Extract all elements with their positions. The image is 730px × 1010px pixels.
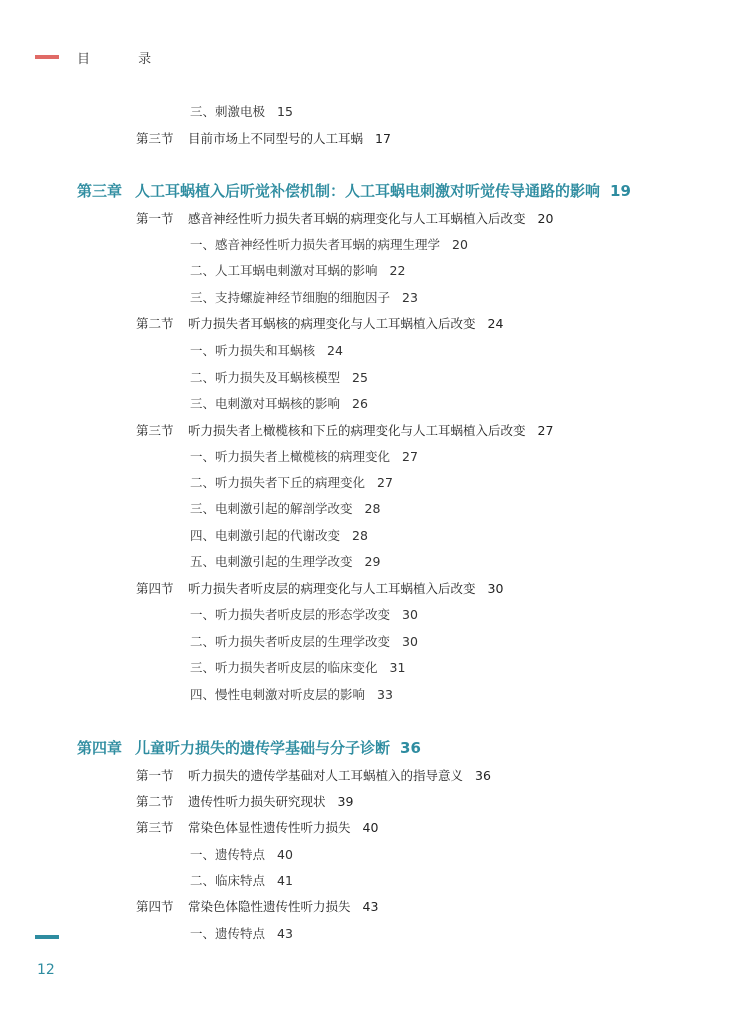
toc-page-number: 29 xyxy=(364,554,381,569)
toc-item-title: 五、电刺激引起的生理学改变 xyxy=(190,554,353,569)
toc-page-number: 20 xyxy=(537,211,554,226)
toc-item-title: 一、听力损失者听皮层的形态学改变 xyxy=(190,607,391,622)
toc-section-title: 遗传性听力损失研究现状 xyxy=(188,794,326,809)
toc-page-number: 20 xyxy=(452,237,468,252)
toc-item-entry[interactable] xyxy=(190,925,293,943)
toc-chapter-label: 第四章 xyxy=(77,739,123,757)
toc-chapter-title: 儿童听力损失的遗传学基础与分子诊断 xyxy=(135,739,391,757)
toc-section-label: 第一节 xyxy=(136,768,174,783)
toc-section-entry[interactable] xyxy=(136,130,391,148)
toc-item-title: 三、电刺激引起的解剖学改变 xyxy=(190,501,353,516)
toc-page-number: 33 xyxy=(377,687,393,702)
toc-page-number: 40 xyxy=(277,847,293,862)
toc-item-entry[interactable] xyxy=(190,527,368,545)
toc-section-label: 第二节 xyxy=(136,316,174,331)
toc-item-title: 三、电刺激对耳蜗核的影响 xyxy=(190,396,341,411)
toc-chapter-title: 人工耳蜗植入后听觉补偿机制：人工耳蜗电刺激对听觉传导通路的影响 xyxy=(135,182,601,200)
toc-item-entry[interactable] xyxy=(190,103,293,121)
toc-page-number: 40 xyxy=(362,820,379,835)
toc-page-number: 39 xyxy=(337,794,354,809)
toc-page-number: 28 xyxy=(364,501,381,516)
toc-page-number: 23 xyxy=(402,290,418,305)
toc-page-number: 27 xyxy=(537,423,554,438)
toc-section-entry[interactable] xyxy=(136,210,553,228)
toc-section-title: 听力损失者上橄榄核和下丘的病理变化与人工耳蜗植入后改变 xyxy=(188,423,526,438)
toc-page-number: 30 xyxy=(402,634,418,649)
toc-item-entry[interactable] xyxy=(190,369,368,387)
toc-chapter-label: 第三章 xyxy=(77,182,123,200)
toc-page-number: 24 xyxy=(327,343,343,358)
toc-page-number: 25 xyxy=(352,370,368,385)
toc-item-entry[interactable] xyxy=(190,553,380,571)
page-number: 12 xyxy=(37,962,55,978)
toc-item-title: 一、听力损失者上橄榄核的病理变化 xyxy=(190,449,391,464)
toc-item-title: 四、电刺激引起的代谢改变 xyxy=(190,528,341,543)
toc-item-entry[interactable] xyxy=(190,236,468,254)
toc-item-entry[interactable] xyxy=(190,606,418,624)
toc-item-title: 一、听力损失和耳蜗核 xyxy=(190,343,316,358)
toc-page-number: 36 xyxy=(400,739,421,757)
toc-page-number: 17 xyxy=(375,131,391,146)
toc-chapter-entry[interactable] xyxy=(77,182,631,200)
toc-item-entry[interactable] xyxy=(190,500,380,518)
toc-item-entry[interactable] xyxy=(190,659,405,677)
toc-section-title: 听力损失的遗传学基础对人工耳蜗植入的指导意义 xyxy=(188,768,464,783)
toc-page-number: 43 xyxy=(277,926,293,941)
toc-item-entry[interactable] xyxy=(190,474,393,492)
toc-page-number: 43 xyxy=(362,899,379,914)
toc-section-title: 感音神经性听力损失者耳蜗的病理变化与人工耳蜗植入后改变 xyxy=(188,211,526,226)
toc-section-title: 常染色体显性遗传性听力损失 xyxy=(188,820,351,835)
toc-item-entry[interactable] xyxy=(190,262,405,280)
toc-item-entry[interactable] xyxy=(190,289,418,307)
toc-section-entry[interactable] xyxy=(136,580,503,598)
toc-section-title: 目前市场上不同型号的人工耳蜗 xyxy=(188,131,364,146)
footer-accent-bar xyxy=(35,935,59,939)
toc-item-title: 三、支持螺旋神经节细胞的细胞因子 xyxy=(190,290,391,305)
toc-chapter-entry[interactable] xyxy=(77,739,421,757)
toc-item-entry[interactable] xyxy=(190,448,418,466)
toc-section-entry[interactable] xyxy=(136,315,503,333)
toc-section-label: 第三节 xyxy=(136,820,174,835)
toc-item-title: 四、慢性电刺激对听皮层的影响 xyxy=(190,687,366,702)
toc-page-number: 30 xyxy=(487,581,504,596)
toc-page-number: 15 xyxy=(277,104,293,119)
toc-item-title: 二、临床特点 xyxy=(190,873,266,888)
toc-page-number: 24 xyxy=(487,316,504,331)
toc-page-number: 28 xyxy=(352,528,368,543)
toc-section-label: 第四节 xyxy=(136,581,174,596)
toc-item-title: 一、感音神经性听力损失者耳蜗的病理生理学 xyxy=(190,237,441,252)
toc-section-title: 常染色体隐性遗传性听力损失 xyxy=(188,899,351,914)
toc-section-label: 第三节 xyxy=(136,423,174,438)
toc-section-entry[interactable] xyxy=(136,767,491,785)
toc-item-title: 三、听力损失者听皮层的临床变化 xyxy=(190,660,378,675)
toc-item-entry[interactable] xyxy=(190,686,393,704)
toc-page-number: 19 xyxy=(610,182,631,200)
toc-page-number: 26 xyxy=(352,396,368,411)
toc-item-title: 二、听力损失者下丘的病理变化 xyxy=(190,475,366,490)
toc-item-entry[interactable] xyxy=(190,342,343,360)
toc-page-number: 27 xyxy=(377,475,393,490)
toc-section-label: 第一节 xyxy=(136,211,174,226)
toc-section-label: 第三节 xyxy=(136,131,174,146)
toc-item-title: 二、听力损失及耳蜗核模型 xyxy=(190,370,341,385)
toc-page-number: 41 xyxy=(277,873,293,888)
toc-page-number: 22 xyxy=(389,263,406,278)
toc-page-number: 30 xyxy=(402,607,418,622)
toc-section-entry[interactable] xyxy=(136,819,378,837)
toc-item-title: 二、人工耳蜗电刺激对耳蜗的影响 xyxy=(190,263,378,278)
toc-item-title: 三、刺激电极 xyxy=(190,104,266,119)
toc-section-entry[interactable] xyxy=(136,422,553,440)
toc-section-entry[interactable] xyxy=(136,898,378,916)
toc-item-entry[interactable] xyxy=(190,872,293,890)
toc-item-entry[interactable] xyxy=(190,846,293,864)
toc-item-title: 一、遗传特点 xyxy=(190,926,266,941)
toc-item-title: 二、听力损失者听皮层的生理学改变 xyxy=(190,634,391,649)
toc-section-label: 第二节 xyxy=(136,794,174,809)
toc-section-entry[interactable] xyxy=(136,793,353,811)
toc-item-entry[interactable] xyxy=(190,395,368,413)
toc-section-title: 听力损失者耳蜗核的病理变化与人工耳蜗植入后改变 xyxy=(188,316,476,331)
toc-section-title: 听力损失者听皮层的病理变化与人工耳蜗植入后改变 xyxy=(188,581,476,596)
toc-item-title: 一、遗传特点 xyxy=(190,847,266,862)
toc-section-label: 第四节 xyxy=(136,899,174,914)
toc-page-number: 31 xyxy=(389,660,406,675)
toc-page-number: 27 xyxy=(402,449,418,464)
toc-item-entry[interactable] xyxy=(190,633,418,651)
page-header-title: 目 录 xyxy=(77,52,174,67)
toc-page-number: 36 xyxy=(475,768,491,783)
